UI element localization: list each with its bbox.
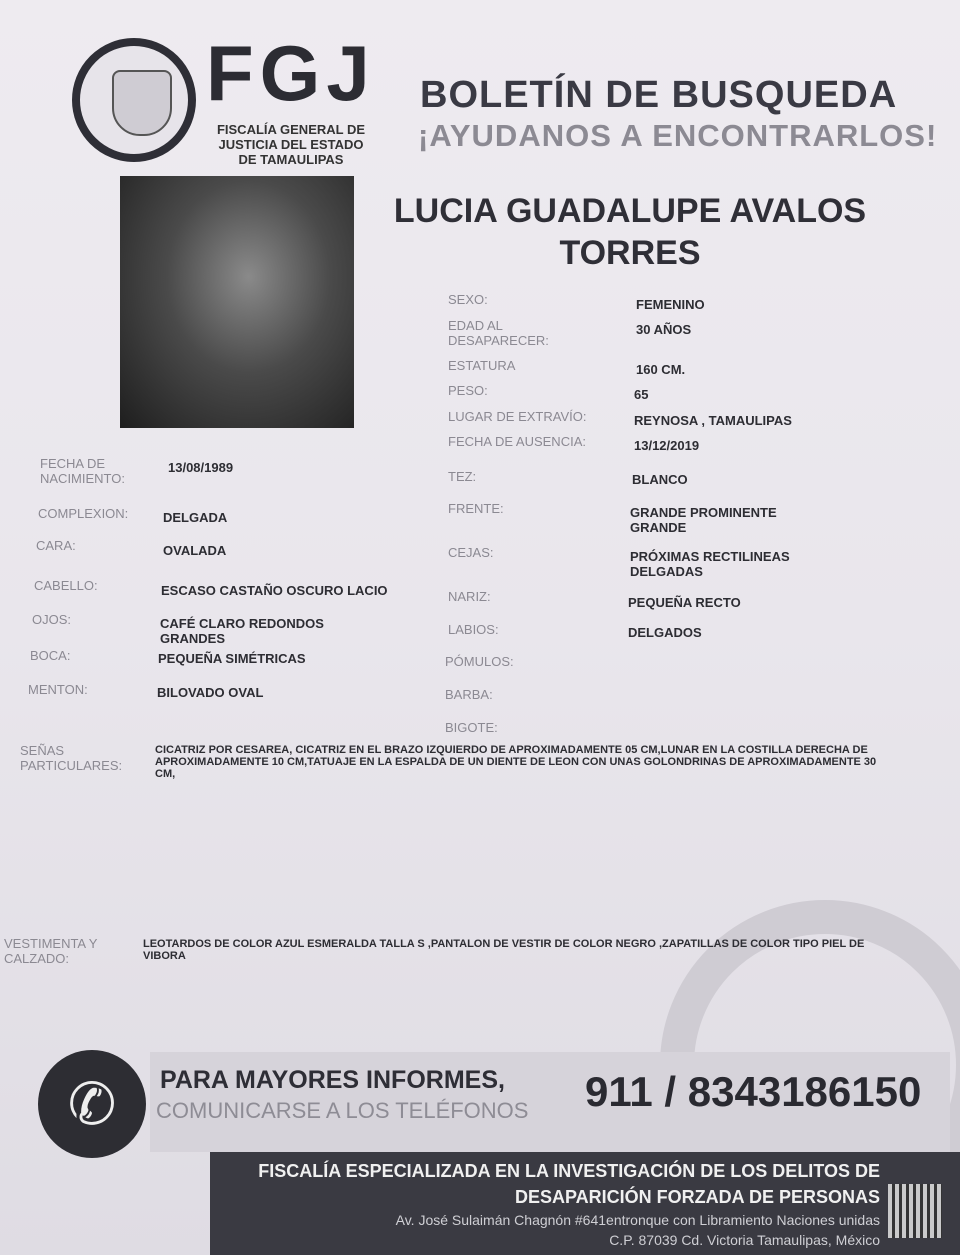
footer-agency: FISCALÍA ESPECIALIZADA EN LA INVESTIGACIÓN DE LOS DELITOS DE DESAPARICIÓN FORZADA DE PERSONAS <box>258 1161 880 1207</box>
contact-heading: PARA MAYORES INFORMES, <box>160 1066 505 1094</box>
label-chin: MENTON: <box>28 682 88 697</box>
value-mouth: PEQUEÑA SIMÉTRICAS <box>158 651 306 666</box>
label-mouth: BOCA: <box>30 648 71 663</box>
value-eyes: CAFÉ CLARO REDONDOS GRANDES <box>160 616 324 646</box>
contact-subheading: COMUNICARSE A LOS TELÉFONOS <box>156 1098 529 1123</box>
bulletin-title: BOLETÍN DE BUSQUEDA <box>420 74 898 116</box>
person-photo <box>120 176 354 428</box>
label-sex: SEXO: <box>448 292 488 307</box>
value-forehead: GRANDE PROMINENTE GRANDE <box>630 505 777 535</box>
label-marks: SEÑAS PARTICULARES: <box>20 743 123 773</box>
value-sex: FEMENINO <box>636 297 705 312</box>
label-nose: NARIZ: <box>448 589 491 604</box>
value-place: REYNOSA , TAMAULIPAS <box>634 413 792 428</box>
label-birth-date: FECHA DE NACIMIENTO: <box>40 456 125 486</box>
label-place: LUGAR DE EXTRAVÍO: <box>448 409 587 424</box>
label-clothing: VESTIMENTA Y CALZADO: <box>4 936 98 966</box>
value-clothing: LEOTARDOS DE COLOR AZUL ESMERALDA TALLA S ,PANTALON DE VESTIR DE COLOR NEGRO ,ZAPATILLAS DE COLOR TIPO PIEL DE VIBORA <box>143 938 865 962</box>
value-hair: ESCASO CASTAÑO OSCURO LACIO <box>161 583 388 598</box>
phone-icon: ✆ <box>67 1072 117 1137</box>
label-mustache: BIGOTE: <box>445 720 498 735</box>
value-eyebrows: PRÓXIMAS RECTILINEAS DELGADAS <box>630 549 790 579</box>
footer-address: Av. José Sulaimán Chagnón #641entronque con Libramiento Naciones unidas C.P. 87039 Cd. Victoria Tamaulipas, México <box>395 1212 880 1248</box>
label-lips: LABIOS: <box>448 622 499 637</box>
label-face: CARA: <box>36 538 76 553</box>
label-skin: TEZ: <box>448 469 477 484</box>
label-age: EDAD AL DESAPARECER: <box>448 318 549 348</box>
value-weight: 65 <box>634 387 649 402</box>
agency-name: FISCALÍA GENERAL DE JUSTICIA DEL ESTADO DE TAMAULIPAS <box>216 122 366 167</box>
value-birth-date: 13/08/1989 <box>168 460 234 475</box>
value-face: OVALADA <box>163 543 227 558</box>
value-nose: PEQUEÑA RECTO <box>628 595 741 610</box>
label-weight: PESO: <box>448 383 488 398</box>
label-cheekbones: PÓMULOS: <box>445 654 514 669</box>
qr-code-icon <box>888 1184 942 1238</box>
value-lips: DELGADOS <box>628 625 702 640</box>
label-forehead: FRENTE: <box>448 501 504 516</box>
label-beard: BARBA: <box>445 687 493 702</box>
person-name: LUCIA GUADALUPE AVALOS TORRES <box>393 192 867 272</box>
label-absence-date: FECHA DE AUSENCIA: <box>448 434 586 449</box>
value-marks: CICATRIZ POR CESAREA, CICATRIZ EN EL BRAZO IZQUIERDO DE APROXIMADAMENTE 05 CM,LUNAR EN LA COSTILLA DERECHA DE APROXIMADAMENTE 10 CM,TATUAJE EN LA ESPALDA DE UN DIENTE DE LEON CON UNAS GOLONDRINAS DE APROXIMADAMENTE 30 CM, <box>155 744 877 780</box>
label-eyebrows: CEJAS: <box>448 545 494 560</box>
coat-of-arms-icon <box>112 70 172 136</box>
label-build: COMPLEXION: <box>38 506 129 521</box>
value-chin: BILOVADO OVAL <box>157 685 264 700</box>
label-eyes: OJOS: <box>32 612 72 627</box>
bulletin-subtitle: ¡AYUDANOS A ENCONTRARLOS! <box>418 118 938 153</box>
label-hair: CABELLO: <box>34 578 98 593</box>
value-absence-date: 13/12/2019 <box>634 438 700 453</box>
contact-phone: 911 / 8343186150 <box>585 1068 922 1115</box>
label-height: ESTATURA <box>448 358 516 373</box>
value-build: DELGADA <box>163 510 228 525</box>
logo-text: FGJ <box>206 29 376 117</box>
value-skin: BLANCO <box>632 472 688 487</box>
value-age: 30 AÑOS <box>636 322 692 337</box>
value-height: 160 CM. <box>636 362 686 377</box>
